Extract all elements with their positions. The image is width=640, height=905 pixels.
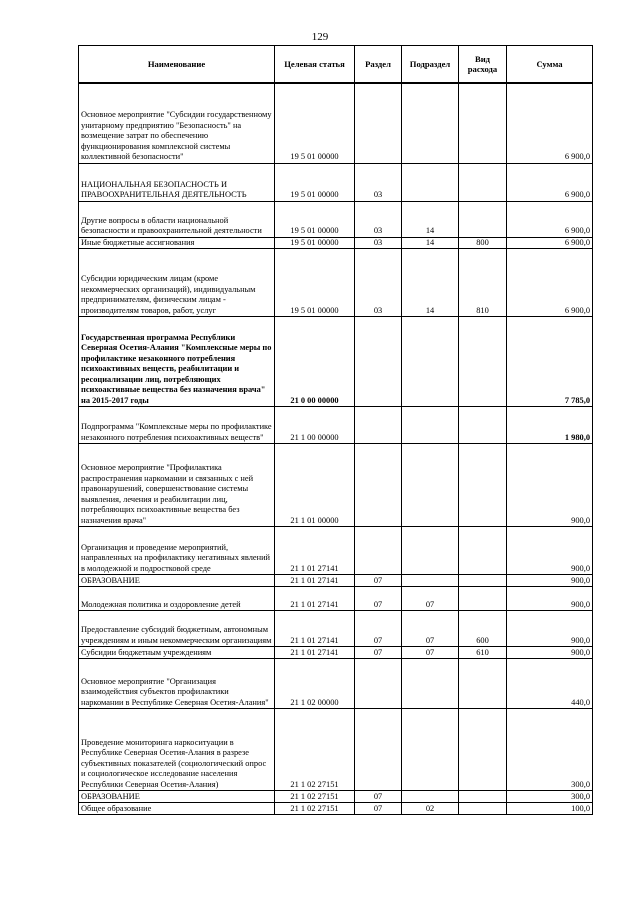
table-row xyxy=(79,790,593,802)
row-name: Субсидии юридическим лицам (кроме некоммерческих организаций), индивидуальным предпринимателям, физическим лицам - производителям товаров, работ, услуг xyxy=(79,248,275,316)
row-subsection xyxy=(402,658,459,708)
row-subsection xyxy=(402,83,459,163)
row-section: 07 xyxy=(355,790,402,802)
row-subsection xyxy=(402,443,459,526)
row-code: 21 1 00 00000 xyxy=(275,406,355,443)
row-sum: 1 980,0 xyxy=(507,406,593,443)
row-sum: 440,0 xyxy=(507,658,593,708)
row-name: Государственная программа Республики Северная Осетия-Алания "Комплексные меры по профилактике незаконного потребления психоактивных веществ, реабилитации и ресоциализации лиц, потребляющих психоактивные вещества без назначения врача" на 2015-2017 годы xyxy=(79,316,275,406)
table-row xyxy=(79,646,593,658)
row-section: 07 xyxy=(355,586,402,610)
page-number: 129 xyxy=(311,31,329,43)
row-name: Общее образование xyxy=(79,802,275,814)
row-kind xyxy=(459,802,507,814)
row-name: Организация и проведение мероприятий, направленных на профилактику негативных явлений в молодежной и подростковой среде xyxy=(79,526,275,574)
table-row xyxy=(79,83,593,163)
row-section xyxy=(355,526,402,574)
row-kind xyxy=(459,790,507,802)
row-kind xyxy=(459,574,507,586)
table-row xyxy=(79,658,593,708)
row-section xyxy=(355,708,402,790)
row-subsection xyxy=(402,163,459,201)
row-sum: 900,0 xyxy=(507,610,593,646)
row-code: 19 5 01 00000 xyxy=(275,237,355,248)
table-row xyxy=(79,574,593,586)
row-subsection: 07 xyxy=(402,586,459,610)
row-section: 07 xyxy=(355,610,402,646)
row-subsection xyxy=(402,790,459,802)
row-subsection: 14 xyxy=(402,248,459,316)
row-name: Проведение мониторинга наркоситуации в Республике Северная Осетия-Алания в разрезе субъективных показателей (социологический опрос и социологическое исследование населения Республики Северная Осетия-Алания) xyxy=(79,708,275,790)
row-sum: 900,0 xyxy=(507,443,593,526)
table-row xyxy=(79,406,593,443)
row-section xyxy=(355,83,402,163)
row-code: 21 1 02 27151 xyxy=(275,790,355,802)
header-code: Целевая статья xyxy=(275,46,355,84)
row-section xyxy=(355,658,402,708)
row-sum: 900,0 xyxy=(507,646,593,658)
row-sum: 300,0 xyxy=(507,708,593,790)
row-kind: 800 xyxy=(459,237,507,248)
row-code: 19 5 01 00000 xyxy=(275,163,355,201)
row-sum: 6 900,0 xyxy=(507,201,593,237)
table-row xyxy=(79,316,593,406)
row-code: 21 1 01 27141 xyxy=(275,586,355,610)
row-name: Основное мероприятие "Профилактика распространения наркомании и связанных с ней правонарушений, совершенствование системы выявления, лечения и реабилитации лиц, потребляющих психоактивные вещества без назначения врача" xyxy=(79,443,275,526)
row-code: 19 5 01 00000 xyxy=(275,201,355,237)
row-sum: 6 900,0 xyxy=(507,163,593,201)
row-kind xyxy=(459,658,507,708)
row-subsection xyxy=(402,708,459,790)
row-name: Основное мероприятие "Организация взаимодействия субъектов профилактики наркомании в Республике Северная Осетия-Алания" xyxy=(79,658,275,708)
row-section: 03 xyxy=(355,201,402,237)
row-kind xyxy=(459,83,507,163)
table-body xyxy=(79,83,593,814)
row-code: 21 1 01 00000 xyxy=(275,443,355,526)
row-name: Подпрограмма "Комплексные меры по профилактике незаконного потребления психоактивных веществ" xyxy=(79,406,275,443)
row-section: 07 xyxy=(355,646,402,658)
row-sum: 900,0 xyxy=(507,586,593,610)
row-section: 03 xyxy=(355,237,402,248)
row-sum: 6 900,0 xyxy=(507,237,593,248)
row-subsection: 02 xyxy=(402,802,459,814)
row-section xyxy=(355,406,402,443)
header-name: Наименование xyxy=(79,46,275,84)
row-kind xyxy=(459,526,507,574)
row-kind xyxy=(459,586,507,610)
row-sum: 6 900,0 xyxy=(507,248,593,316)
row-kind xyxy=(459,163,507,201)
row-kind: 600 xyxy=(459,610,507,646)
row-sum: 900,0 xyxy=(507,526,593,574)
row-kind xyxy=(459,201,507,237)
row-sum: 100,0 xyxy=(507,802,593,814)
row-code: 21 1 02 00000 xyxy=(275,658,355,708)
table-row xyxy=(79,708,593,790)
budget-table xyxy=(78,45,593,815)
row-name: Основное мероприятие "Субсидии государственному унитарному предприятию "Безопасность" на возмещение затрат по обеспечению функционирования комплексной системы коллективной безопасности" xyxy=(79,83,275,163)
table-row xyxy=(79,248,593,316)
table-row xyxy=(79,526,593,574)
row-sum: 900,0 xyxy=(507,574,593,586)
row-kind xyxy=(459,316,507,406)
header-subsection: Подраздел xyxy=(402,46,459,84)
row-name: Другие вопросы в области национальной безопасности и правоохранительной деятельности xyxy=(79,201,275,237)
row-subsection xyxy=(402,526,459,574)
table-row xyxy=(79,163,593,201)
row-name: ОБРАЗОВАНИЕ xyxy=(79,790,275,802)
row-code: 19 5 01 00000 xyxy=(275,83,355,163)
row-kind xyxy=(459,708,507,790)
row-kind: 810 xyxy=(459,248,507,316)
row-name: НАЦИОНАЛЬНАЯ БЕЗОПАСНОСТЬ И ПРАВООХРАНИТЕЛЬНАЯ ДЕЯТЕЛЬНОСТЬ xyxy=(79,163,275,201)
row-subsection: 14 xyxy=(402,237,459,248)
table-row xyxy=(79,237,593,248)
header-kind: Вид расхода xyxy=(459,46,507,84)
row-subsection: 07 xyxy=(402,646,459,658)
table-row xyxy=(79,443,593,526)
row-name: Иные бюджетные ассигнования xyxy=(79,237,275,248)
header-sum: Сумма xyxy=(507,46,593,84)
row-section xyxy=(355,443,402,526)
row-code: 21 1 02 27151 xyxy=(275,708,355,790)
row-code: 19 5 01 00000 xyxy=(275,248,355,316)
row-kind: 610 xyxy=(459,646,507,658)
row-kind xyxy=(459,443,507,526)
row-section xyxy=(355,316,402,406)
row-subsection: 07 xyxy=(402,610,459,646)
table-row xyxy=(79,610,593,646)
row-name: Предоставление субсидий бюджетным, автономным учреждениям и иным некоммерческим организациям xyxy=(79,610,275,646)
row-subsection xyxy=(402,406,459,443)
row-section: 07 xyxy=(355,802,402,814)
row-code: 21 1 01 27141 xyxy=(275,646,355,658)
row-sum: 7 785,0 xyxy=(507,316,593,406)
row-subsection xyxy=(402,574,459,586)
row-name: Молодежная политика и оздоровление детей xyxy=(79,586,275,610)
table-row xyxy=(79,802,593,814)
row-code: 21 0 00 00000 xyxy=(275,316,355,406)
row-code: 21 1 01 27141 xyxy=(275,574,355,586)
table-row xyxy=(79,586,593,610)
row-section: 07 xyxy=(355,574,402,586)
table-row xyxy=(79,201,593,237)
row-kind xyxy=(459,406,507,443)
row-sum: 300,0 xyxy=(507,790,593,802)
row-code: 21 1 02 27151 xyxy=(275,802,355,814)
row-code: 21 1 01 27141 xyxy=(275,526,355,574)
row-name: Субсидии бюджетным учреждениям xyxy=(79,646,275,658)
row-subsection: 14 xyxy=(402,201,459,237)
row-subsection xyxy=(402,316,459,406)
row-section: 03 xyxy=(355,248,402,316)
row-name: ОБРАЗОВАНИЕ xyxy=(79,574,275,586)
header-section: Раздел xyxy=(355,46,402,84)
row-section: 03 xyxy=(355,163,402,201)
row-code: 21 1 01 27141 xyxy=(275,610,355,646)
row-sum: 6 900,0 xyxy=(507,83,593,163)
header-row xyxy=(79,46,593,84)
